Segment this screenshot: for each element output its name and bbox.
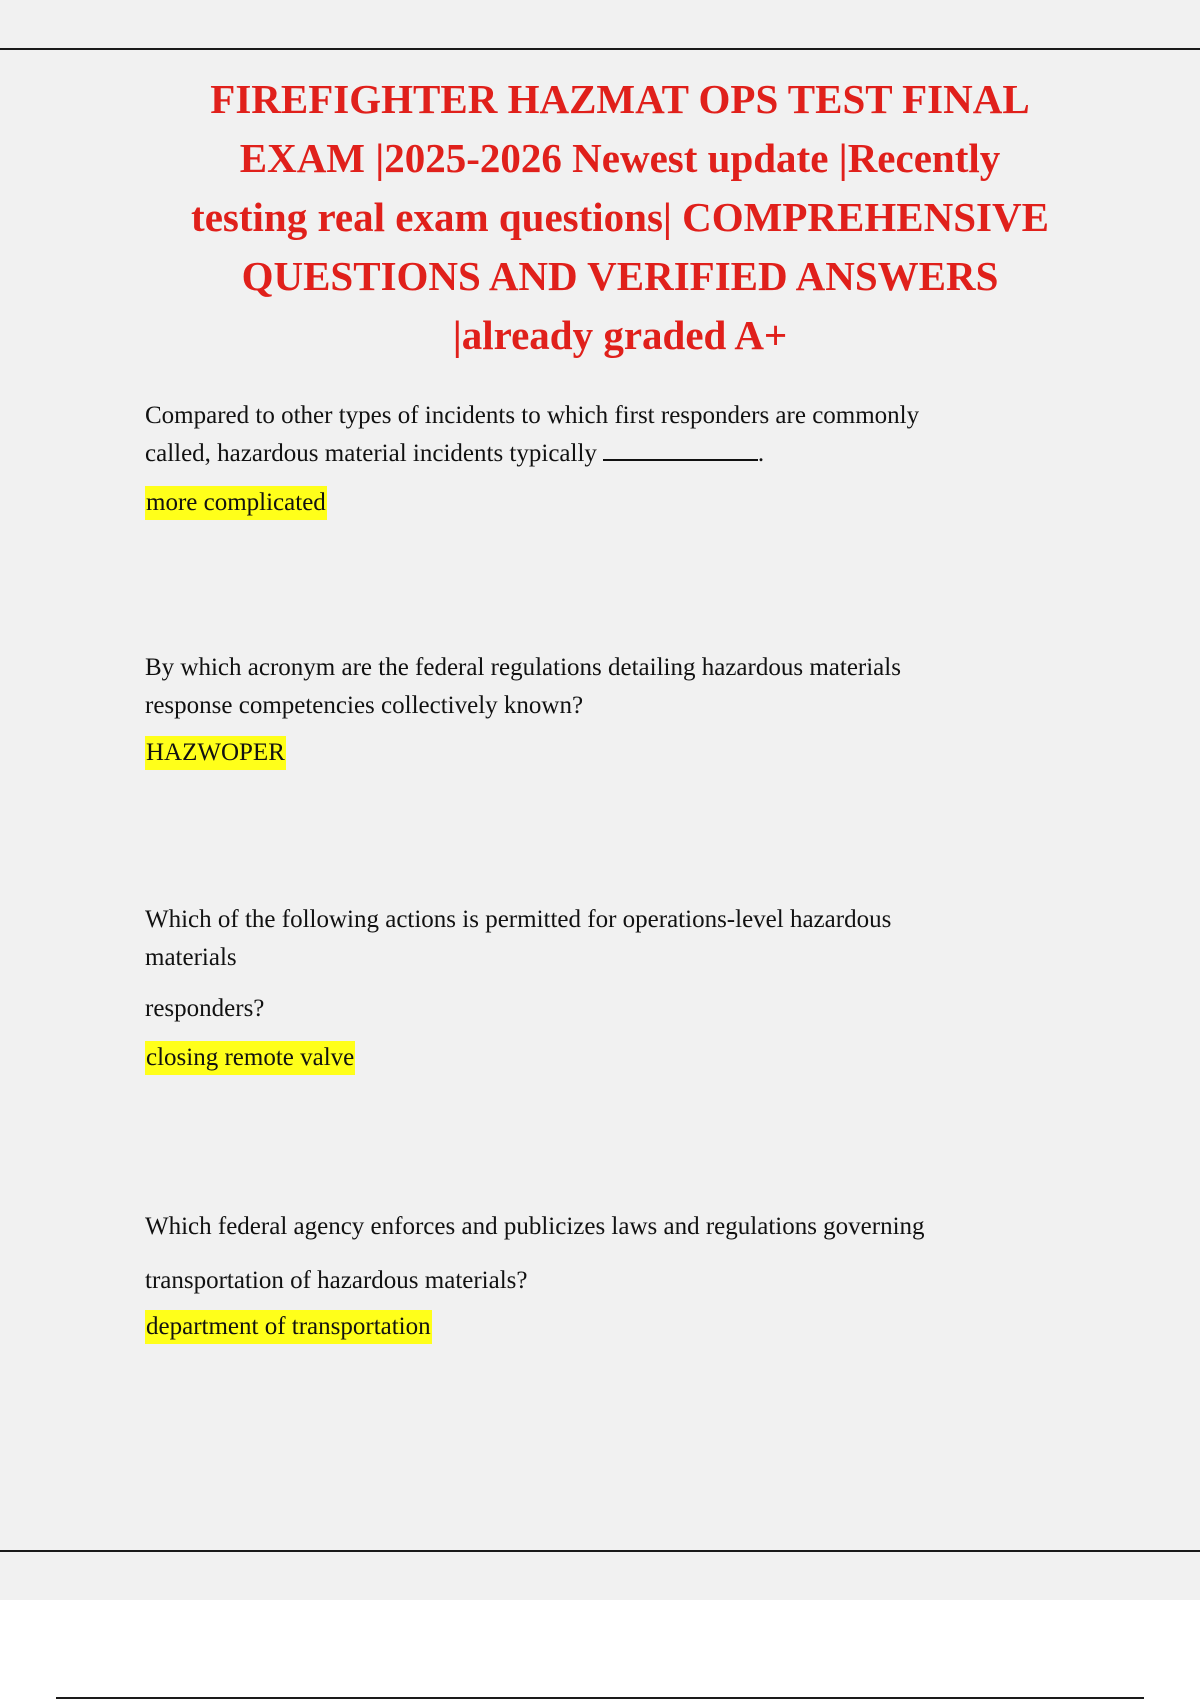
title-line: testing real exam questions| COMPREHENSIVE <box>191 194 1049 240</box>
blank-suffix: . <box>757 440 765 467</box>
question-text <box>145 901 1045 977</box>
title-line: QUESTIONS AND VERIFIED ANSWERS <box>241 253 999 299</box>
fill-in-blank <box>603 437 758 461</box>
document-title <box>120 70 1120 365</box>
title-line: EXAM |2025-2026 Newest update |Recently <box>239 135 1001 181</box>
question-block-2 <box>145 649 1045 770</box>
question-text <box>145 397 1045 473</box>
question-line: called, hazardous material incidents typically <box>145 440 597 467</box>
top-rule <box>0 48 1200 50</box>
question-line: By which acronym are the federal regulations detailing hazardous materials <box>145 654 901 681</box>
question-text <box>145 649 1045 725</box>
question-line: response competencies collectively known? <box>145 692 584 719</box>
question-block-4 <box>145 1208 1045 1344</box>
question-line: responders? <box>145 995 265 1022</box>
bottom-rule <box>0 1550 1200 1552</box>
question-line: materials <box>145 944 237 971</box>
question-line: transportation of hazardous materials? <box>145 1267 528 1294</box>
question-line: Which federal agency enforces and publicizes laws and regulations governing <box>145 1213 925 1240</box>
question-line: Compared to other types of incidents to which first responders are commonly <box>145 402 920 429</box>
answer-highlight: HAZWOPER <box>145 736 286 770</box>
question-line: Which of the following actions is permitted for operations-level hazardous <box>145 906 892 933</box>
answer-highlight: department of transportation <box>145 1310 432 1344</box>
title-line: FIREFIGHTER HAZMAT OPS TEST FINAL <box>210 76 1030 122</box>
footer-rule <box>56 1697 1144 1699</box>
title-line: |already graded A+ <box>452 312 788 358</box>
answer-highlight: more complicated <box>145 486 327 520</box>
question-block-1 <box>145 397 1045 520</box>
answer-highlight: closing remote valve <box>145 1041 355 1075</box>
question-block-3 <box>145 901 1045 1075</box>
